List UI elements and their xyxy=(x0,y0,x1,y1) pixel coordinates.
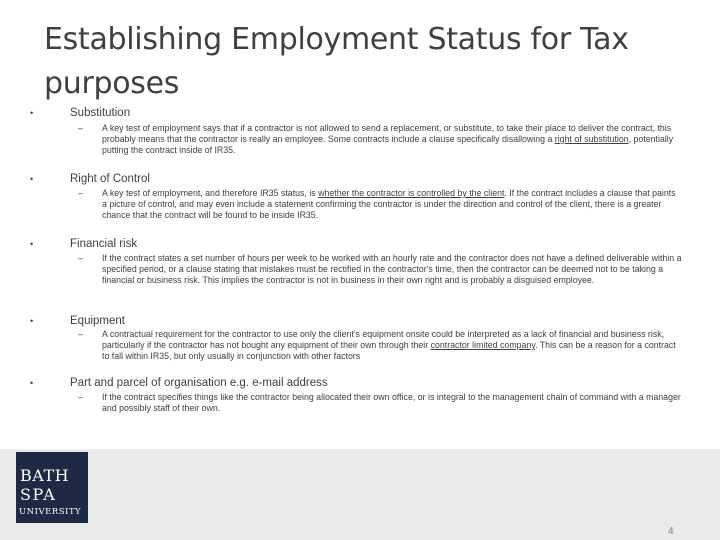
bullet-icon: • xyxy=(30,316,34,326)
sub-bullet-text: A key test of employment, and therefore IR35 status, is whether the contractor is controlled by the client. If the contract includes a clause that paints a picture of control, and may even include a statement confirming the contractor is under the direction and control of the client, there is a greater chance that the contract will be found to be inside IR35. xyxy=(102,188,676,220)
dash-icon: – xyxy=(78,253,83,263)
bullet-icon: • xyxy=(30,174,34,184)
dash-icon: – xyxy=(78,329,83,339)
bullet-label: Substitution xyxy=(70,107,131,119)
sub-bullet-text: If the contract states a set number of hours per week to be worked with an hourly rate and the contractor does not have a defined deliverable within a specified period, or a clause stating that mistakes must be rectified in the contractor's time, then the contractor can be deemed not to be taking a financial or business risk. This implies the contractor is not in business in their own right and is probably a disguised employee. xyxy=(102,253,682,285)
bullet-label: Right of Control xyxy=(70,173,150,185)
bullet-icon: • xyxy=(30,108,34,118)
right-of-substitution-link[interactable]: right of substitution xyxy=(554,134,629,144)
controlled-by-client-link[interactable]: whether the contractor is controlled by the client xyxy=(318,188,505,198)
footer-band xyxy=(0,449,720,540)
bullet-label: Part and parcel of organisation e.g. e-mail address xyxy=(70,377,328,389)
sub-bullet-text: A key test of employment says that if a contractor is not allowed to send a replacement, or substitute, to take their place to deliver the contract, this probably means that the contractor is really an employee. Some contracts include a clause specifically disallowing a right of substitution, potentially putting the contract inside of IR35. xyxy=(102,123,674,155)
bullet-label: Equipment xyxy=(70,315,125,327)
dash-icon: – xyxy=(78,392,83,402)
contractor-limited-company-link[interactable]: contractor limited company xyxy=(430,340,536,350)
sub-bullet-text: If the contract specifies things like the contractor being allocated their own office, or is integral to the management chain of command with a manager and possibly staff of their own. xyxy=(102,392,681,413)
sub-bullet-text: A contractual requirement for the contractor to use only the client's equipment onsite could be interpreted as a lack of financial and business risk, particularly if the contractor has not bought any equipment of their own through their contractor limited company. This can be a reason for a contract to fall within IR35, but only usually in conjunction with other factors xyxy=(102,329,676,361)
dash-icon: – xyxy=(78,188,83,198)
bullet-icon: • xyxy=(30,239,34,249)
logo-line: SPA xyxy=(20,485,57,504)
slide-title: Establishing Employment Status for Tax purposes xyxy=(44,22,629,101)
bullet-label: Financial risk xyxy=(70,238,138,250)
page-number: 4 xyxy=(668,526,674,537)
logo-line: UNIVERSITY xyxy=(19,507,82,517)
bullet-icon: • xyxy=(30,378,34,388)
bath-spa-university-logo xyxy=(16,452,88,523)
dash-icon: – xyxy=(78,123,83,133)
logo-line: BATH xyxy=(20,466,70,485)
